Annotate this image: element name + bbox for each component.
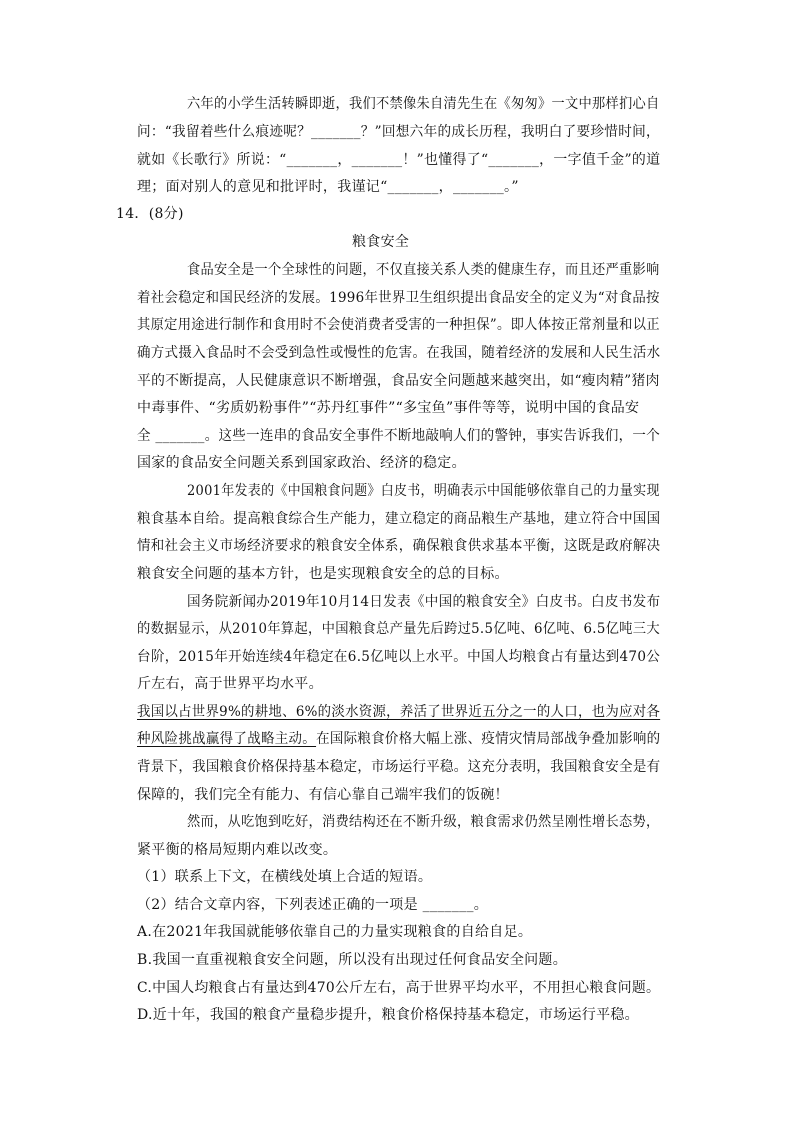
- p1-line-1: 食品安全是一个全球性的问题，不仅直接关系人类的健康生存，而且还严重影响: [187, 262, 660, 278]
- article-title: 粮食安全: [352, 234, 410, 250]
- p5-line-1: 然而，从吃饱到吃好，消费结构还在不断升级，粮食需求仍然呈刚性增长态势，: [187, 814, 660, 830]
- intro-line-1: 六年的小学生活转瞬即逝，我们不禁像朱自清先生在《匆匆》一文中那样扪心自: [187, 96, 660, 112]
- p3-line-4: 斤左右，高于世界平均水平。: [137, 676, 323, 692]
- p1-line-4: 确方式摄入食品时不会受到急性或慢性的危害。在我国，随着经济的发展和人民生活水: [137, 345, 661, 361]
- p5-line-2: 紧平衡的格局短期内难以改变。: [137, 842, 338, 858]
- p2-line-4: 粮食安全问题的基本方针，也是实现粮食安全的总的目标。: [137, 566, 509, 582]
- intro-line-2: 问：“我留着些什么痕迹呢？_______？”回想六年的成长历程，我明白了要珍惜时间，: [137, 124, 660, 140]
- intro-line-3: 就如《长歌行》所说：“_______，_______！”也懂得了“_______，一字值千金”的道: [137, 152, 661, 168]
- p4-line-3: 背景下，我国粮食价格保持基本稳定，市场运行平稳。这充分表明，我国粮食安全是有: [137, 759, 661, 775]
- p2-line-1: 2001年发表的《中国粮食问题》白皮书，明确表示中国能够依靠自己的力量实现: [187, 483, 660, 499]
- option-c: C.中国人均粮食占有量达到470公斤左右，高于世界平均水平，不用担心粮食问题。: [137, 980, 661, 996]
- p1-line-6: 中毒事件、“劣质奶粉事件”“苏丹红事件”“多宝鱼”事件等等，说明中国的食品安: [137, 400, 640, 416]
- option-a: A.在2021年我国就能够依靠自己的力量实现粮食的自给自足。: [137, 924, 533, 940]
- p4-rest: 在国际粮食价格大幅上涨、疫情灾情局部战争叠加影响的: [316, 731, 661, 747]
- intro-line-4: 理；面对别人的意见和批评时，我谨记“_______，_______。”: [137, 179, 519, 195]
- p4-underlined-line-1: 我国以占世界9%的耕地、6%的淡水资源，养活了世界近五分之一的人口，也为应对各: [137, 704, 661, 720]
- p1-line-8: 国家的食品安全问题关系到国家政治、经济的稳定。: [137, 455, 466, 471]
- p4-line-4: 保障的，我们完全有能力、有信心靠自己端牢我们的饭碗！: [137, 787, 509, 803]
- p1-line-7: 全 _______。这些一连串的食品安全事件不断地敲响人们的警钟，事实告诉我们，一个: [137, 428, 661, 444]
- sub-question-1: （1）联系上下文，在横线处填上合适的短语。: [137, 869, 433, 885]
- p2-line-2: 粮食基本自给。提高粮食综合生产能力，建立稳定的商品粮生产基地，建立符合中国国: [137, 511, 661, 527]
- p3-line-3: 台阶，2015年开始连续4年稳定在6.5亿吨以上水平。中国人均粮食占有量达到470公: [137, 649, 661, 665]
- option-b: B.我国一直重视粮食安全问题，所以没有出现过任何食品安全问题。: [137, 952, 568, 968]
- sub-question-2: （2）结合文章内容，下列表述正确的一项是 _______。: [137, 897, 489, 913]
- p4-underlined-line-2: 种风险挑战赢得了战略主动。: [137, 731, 317, 747]
- p4-line-2: [137, 729, 660, 749]
- p1-line-2: 着社会稳定和国民经济的发展。1996年世界卫生组织提出食品安全的定义为“对食品按: [137, 290, 660, 306]
- question-number: 14．(8分): [116, 206, 184, 222]
- p1-line-3: 其原定用途进行制作和食用时不会使消费者受害的一种担保”。即人体按正常剂量和以正: [137, 317, 660, 333]
- p3-line-1: 国务院新闻办2019年10月14日发表《中国的粮食安全》白皮书。白皮书发布: [187, 594, 661, 610]
- p2-line-3: 情和社会主义市场经济要求的粮食安全体系，确保粮食供求基本平衡，这既是政府解决: [137, 538, 661, 554]
- p1-line-5: 平的不断提高，人民健康意识不断增强，食品安全问题越来越突出，如“瘦肉精”猪肉: [137, 373, 660, 389]
- option-d: D.近十年，我国的粮食产量稳步提升，粮食价格保持基本稳定，市场运行平稳。: [137, 1007, 639, 1023]
- p3-line-2: 的数据显示，从2010年算起，中国粮食总产量先后跨过5.5亿吨、6亿吨、6.5亿吨三大: [137, 621, 660, 637]
